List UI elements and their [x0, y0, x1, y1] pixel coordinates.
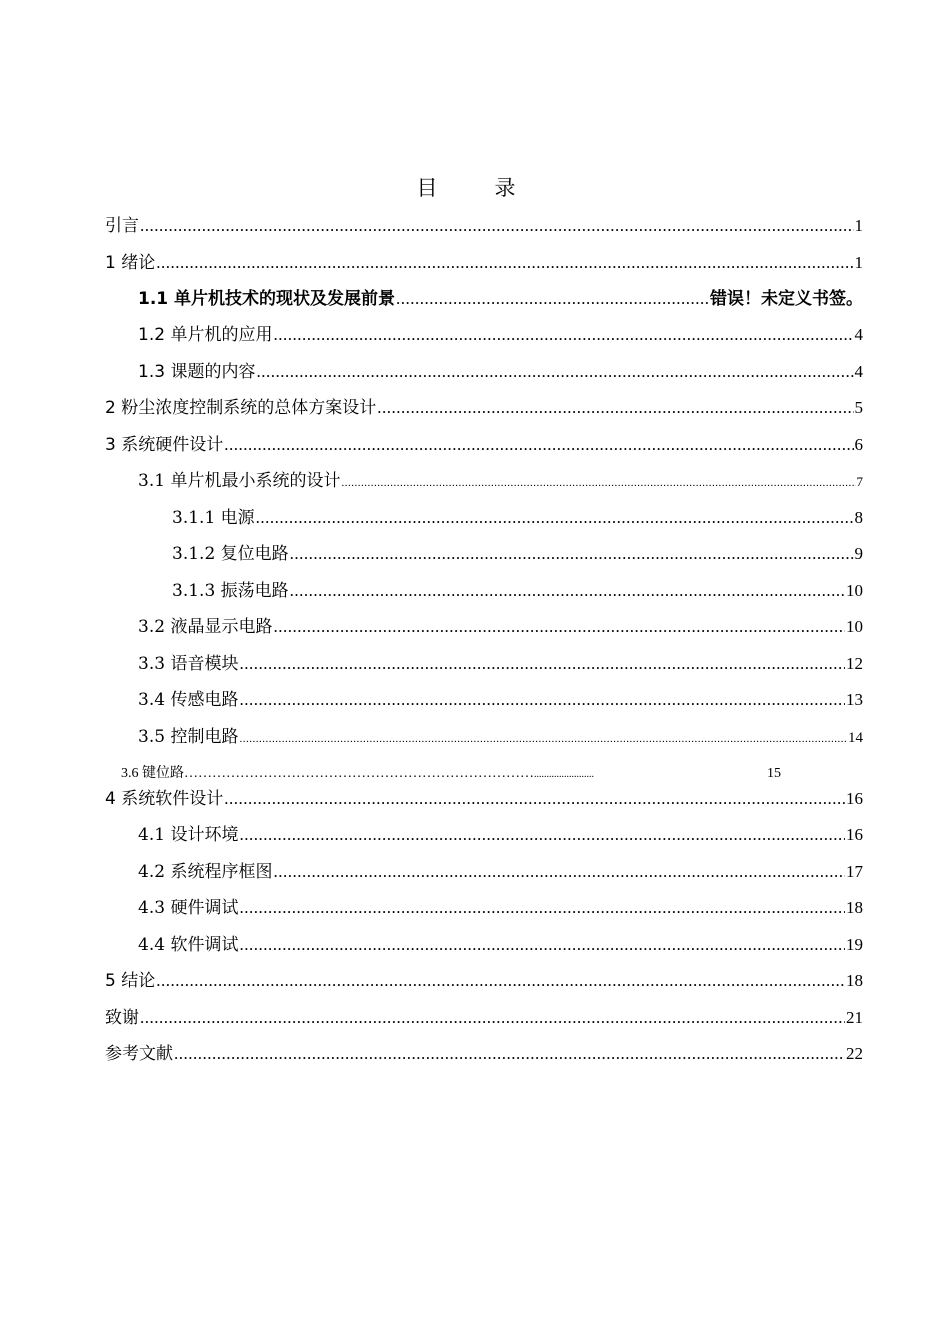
- toc-leader-dots: [256, 357, 853, 387]
- toc-entry-3-5[interactable]: [138, 722, 863, 752]
- toc-leader-dots: [239, 649, 845, 679]
- toc-page-number: 21: [846, 1008, 863, 1027]
- toc-page-number: 10: [846, 581, 863, 600]
- toc-entry-label: 3.2 液晶显示电路: [138, 617, 273, 637]
- toc-page-number: 12: [846, 654, 863, 673]
- toc-leader-dots: [140, 1003, 845, 1033]
- toc-entry-label: 3.5 控制电路: [138, 727, 239, 747]
- toc-entry-label: 3.6 键位路: [121, 766, 184, 781]
- toc-entry-label: 1.2 单片机的应用: [138, 325, 273, 345]
- toc-leader-dots: …………………………………………………………………: [184, 766, 534, 781]
- toc-entry-label: 致谢: [105, 1008, 139, 1028]
- toc-entry-3-2[interactable]: [138, 612, 863, 642]
- toc-entry-chapter-4[interactable]: [105, 784, 863, 814]
- toc-entry-chapter-3[interactable]: [105, 430, 863, 460]
- toc-leader-dots: [377, 393, 853, 423]
- toc-leader-dots: [239, 724, 847, 754]
- toc-page-number: 1: [854, 216, 863, 235]
- toc-entry-label: 3.3 语音模块: [138, 654, 239, 674]
- toc-page-number: 14: [848, 730, 863, 746]
- toc-entry-label: 引言: [105, 216, 139, 236]
- toc-entry-acknowledgements[interactable]: [105, 1003, 863, 1033]
- toc-page-number: 19: [846, 935, 863, 954]
- toc-entry-chapter-2[interactable]: [105, 393, 863, 423]
- toc-leader-dots: [239, 930, 845, 960]
- toc-page-number: 18: [846, 971, 863, 990]
- toc-entry-1-3[interactable]: [138, 357, 863, 387]
- toc-page-number: 6: [854, 435, 863, 454]
- toc-page-number: 4: [854, 362, 863, 381]
- toc-page-number: 8: [854, 508, 863, 527]
- toc-leader-dots: [239, 685, 845, 715]
- toc-entry-1-2[interactable]: [138, 320, 863, 350]
- toc-page-number: 17: [846, 862, 863, 881]
- toc-leader-dots: [273, 612, 845, 642]
- toc-leader-dots: [256, 503, 854, 533]
- toc-entry-label: 1 绪论: [105, 253, 156, 273]
- toc-entry-label: 4.3 硬件调试: [138, 898, 239, 918]
- toc-entry-3-1[interactable]: [138, 466, 863, 496]
- toc-entry-3-6[interactable]: [121, 762, 781, 786]
- toc-leader-dots: [239, 893, 845, 923]
- toc-leader-dots: [156, 248, 853, 278]
- toc-entry-label: 3.1.1 电源: [172, 508, 255, 528]
- toc-leader-dots: [341, 468, 855, 498]
- toc-entry-label: 3.1.2 复位电路: [172, 544, 289, 564]
- toc-leader-dots: [174, 1039, 845, 1069]
- toc-entry-label: 3.1.3 振荡电路: [172, 581, 289, 601]
- toc-entry-label: 3 系统硬件设计: [105, 435, 224, 455]
- toc-entry-3-1-1[interactable]: [172, 503, 863, 533]
- toc-leader-dots-small: ........................: [534, 769, 594, 780]
- toc-entry-4-1[interactable]: [138, 820, 863, 850]
- toc-entry-1-1[interactable]: [138, 284, 863, 314]
- toc-leader-dots: [273, 857, 845, 887]
- toc-entry-label: 5 结论: [105, 971, 156, 991]
- toc-page-number: 4: [854, 325, 863, 344]
- toc-leader-dots: [396, 284, 709, 314]
- toc-leader-dots: [239, 820, 845, 850]
- toc-entry-intro[interactable]: [105, 211, 863, 241]
- toc-leader-dots: [140, 211, 854, 241]
- toc-entry-label: 1.1 单片机技术的现状及发展前景: [138, 289, 396, 309]
- toc-entry-label: 4.1 设计环境: [138, 825, 239, 845]
- toc-page-number: 16: [846, 825, 863, 844]
- toc-page-number: 1: [854, 253, 863, 272]
- toc-entry-3-3[interactable]: [138, 649, 863, 679]
- toc-entry-3-1-2[interactable]: [172, 539, 863, 569]
- toc-page-number: 18: [846, 898, 863, 917]
- toc-leader-dots: [290, 576, 845, 606]
- toc-title: 目 录: [416, 176, 534, 200]
- toc-page-number: 5: [854, 398, 863, 417]
- toc-entry-3-1-3[interactable]: [172, 576, 863, 606]
- toc-entry-4-3[interactable]: [138, 893, 863, 923]
- toc-page-number: 9: [854, 544, 863, 563]
- toc-entry-chapter-5[interactable]: [105, 966, 863, 996]
- toc-entry-references[interactable]: [105, 1039, 863, 1069]
- toc-entry-label: 3.4 传感电路: [138, 690, 239, 710]
- toc-leader-dots: [156, 966, 845, 996]
- toc-leader-dots: [290, 539, 854, 569]
- toc-bookmark-error: 错误！未定义书签。: [710, 289, 863, 308]
- toc-page-number: 22: [846, 1044, 863, 1063]
- toc-entry-4-2[interactable]: [138, 857, 863, 887]
- toc-entry-label: 4.2 系统程序框图: [138, 862, 273, 882]
- toc-entry-label: 1.3 课题的内容: [138, 362, 256, 382]
- toc-entry-chapter-1[interactable]: [105, 248, 863, 278]
- toc-leader-dots: [224, 784, 845, 814]
- toc-entry-3-4[interactable]: [138, 685, 863, 715]
- toc-entry-label: 参考文献: [105, 1044, 173, 1064]
- toc-entry-label: 2 粉尘浓度控制系统的总体方案设计: [105, 398, 377, 418]
- toc-leader-dots: [273, 320, 853, 350]
- toc-entry-label: 3.1 单片机最小系统的设计: [138, 471, 341, 491]
- toc-leader-dots: [224, 430, 853, 460]
- toc-page-number: 15: [767, 766, 781, 781]
- toc-page-number: 16: [846, 789, 863, 808]
- toc-page-number: 13: [846, 690, 863, 709]
- toc-entry-label: 4.4 软件调试: [138, 935, 239, 955]
- toc-entry-label: 4 系统软件设计: [105, 789, 224, 809]
- toc-entry-4-4[interactable]: [138, 930, 863, 960]
- toc-page-number: 7: [856, 474, 863, 489]
- toc-page-number: 10: [846, 617, 863, 636]
